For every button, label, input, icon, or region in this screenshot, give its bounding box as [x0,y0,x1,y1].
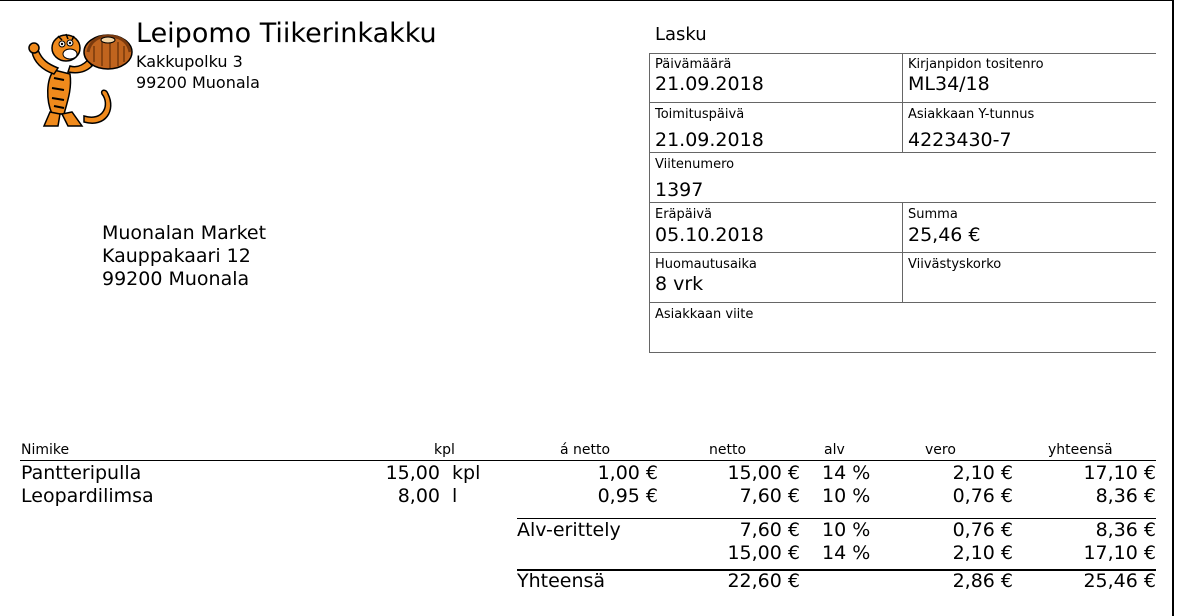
vat1-net: 7,60 € [739,519,800,541]
totals-net: 22,60 € [727,570,800,592]
due-date-cell [650,203,903,253]
row2-total: 8,36 € [1095,485,1156,507]
vat1-rate: 10 % [822,519,871,541]
company-postal: 99200 Muonala [136,73,260,92]
header-total: yhteensä [1048,442,1113,458]
header-net: netto [709,442,747,458]
header-unit-net: á netto [560,442,611,458]
sum-label: Summa [908,207,958,222]
date-label: Päivämäärä [655,57,732,72]
row1-qty: 15,00 [385,462,440,484]
reference-value: 1397 [655,179,704,201]
interest-label: Viivästyskorko [908,257,1002,272]
row2-qty: 8,00 [397,485,440,507]
totals-line [517,569,1156,571]
row2-unit: l [452,485,458,507]
tiger-logo [24,18,134,130]
customer-reference-cell [650,303,1156,353]
vat2-net: 15,00 € [727,542,800,564]
due-date-value: 05.10.2018 [655,224,764,246]
header-tax: vero [925,442,956,458]
vat-breakdown-label: Alv-erittely [517,519,621,541]
vat2-total: 17,10 € [1083,542,1156,564]
customer-reference-label: Asiakkaan viite [655,307,754,322]
header-item: Nimike [21,442,70,458]
totals-label: Yhteensä [517,570,606,592]
notice-cell [650,253,903,303]
voucher-cell [903,53,1156,103]
voucher-label: Kirjanpidon tositenro [908,57,1044,72]
delivery-value: 21.09.2018 [655,129,764,151]
row1-item: Pantteripulla [21,462,142,484]
header-qty: kpl [434,442,455,458]
vat1-tax: 0,76 € [952,519,1013,541]
vat2-rate: 14 % [822,542,871,564]
row2-item: Leopardilimsa [21,485,154,507]
row2-unit-net: 0,95 € [597,485,658,507]
company-name: Leipomo Tiikerinkakku [136,18,437,49]
row1-unit-net: 1,00 € [597,462,658,484]
row2-vat: 10 % [822,485,871,507]
date-value: 21.09.2018 [655,73,764,95]
reference-cell [650,153,1156,203]
reference-label: Viitenumero [655,157,735,172]
notice-label: Huomautusaika [655,257,757,272]
row1-net: 15,00 € [727,462,800,484]
delivery-cell [650,103,903,153]
invoice-title: Lasku [655,24,707,45]
row1-tax: 2,10 € [952,462,1013,484]
totals-total: 25,46 € [1083,570,1156,592]
vat1-total: 8,36 € [1095,519,1156,541]
notice-value: 8 vrk [655,273,704,295]
ytunnus-label: Asiakkaan Y-tunnus [908,107,1035,122]
interest-cell [903,253,1156,303]
sum-cell [903,203,1156,253]
company-street: Kakkupolku 3 [136,52,243,71]
header-underline [20,460,1156,461]
ytunnus-cell [903,103,1156,153]
due-date-label: Eräpäivä [655,207,713,222]
delivery-label: Toimituspäivä [655,107,745,122]
customer-postal: 99200 Muonala [102,268,250,290]
row1-unit: kpl [452,462,481,484]
row2-net: 7,60 € [739,485,800,507]
customer-name: Muonalan Market [102,222,267,244]
ytunnus-value: 4223430-7 [908,129,1012,151]
header-vat: alv [824,442,845,458]
date-cell [650,53,903,103]
vat2-tax: 2,10 € [952,542,1013,564]
row1-total: 17,10 € [1083,462,1156,484]
voucher-value: ML34/18 [908,73,990,95]
sum-value: 25,46 € [908,224,981,246]
row2-tax: 0,76 € [952,485,1013,507]
row1-vat: 14 % [822,462,871,484]
totals-tax: 2,86 € [952,570,1013,592]
customer-street: Kauppakaari 12 [102,245,251,267]
